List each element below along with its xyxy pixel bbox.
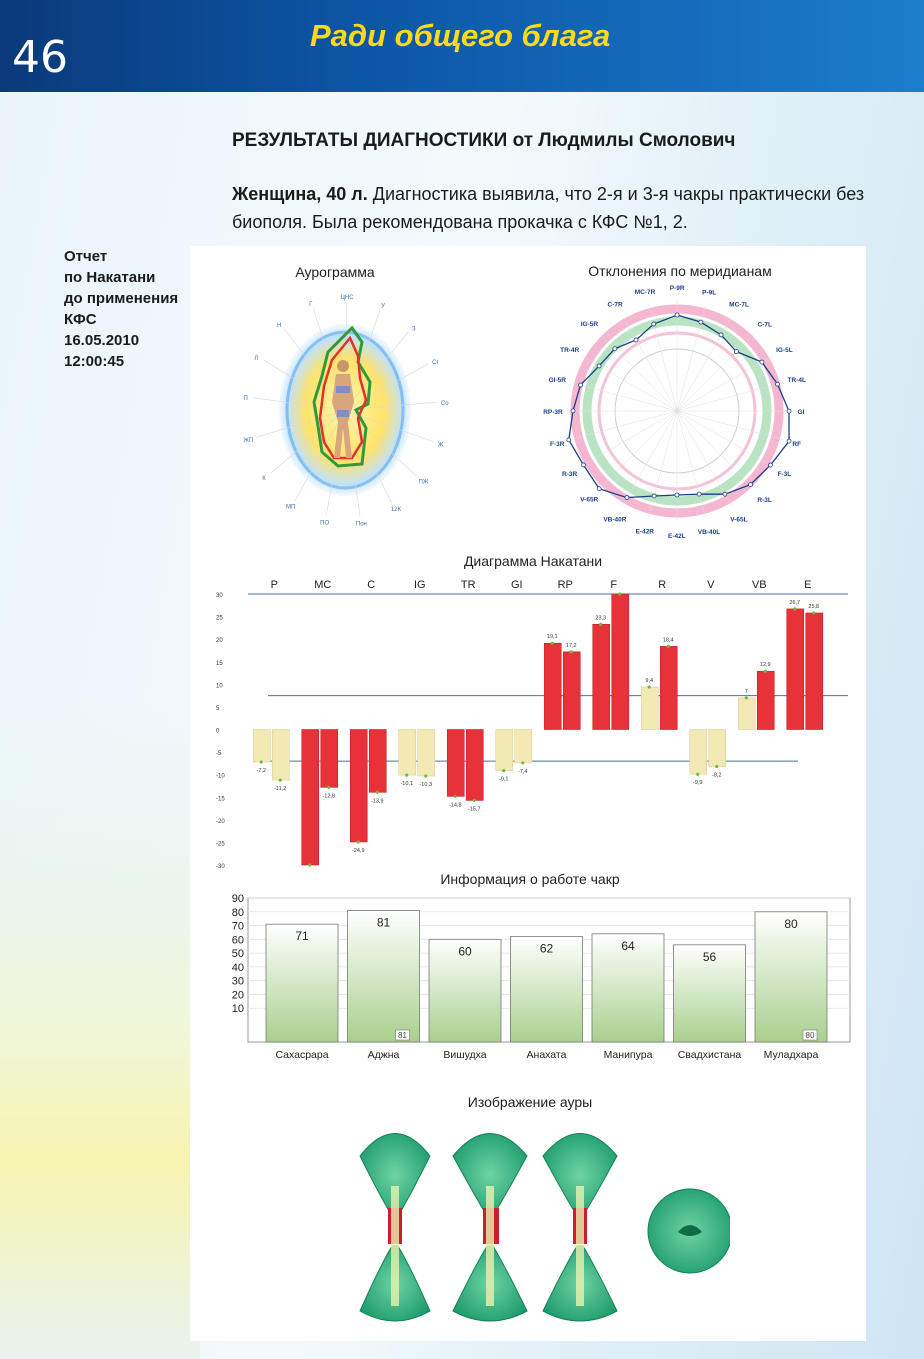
meridian-point (652, 322, 656, 326)
nakatani-value-label: -24,9 (351, 847, 365, 854)
meridian-label: C-7R (607, 301, 623, 309)
nakatani-bar (660, 646, 677, 729)
aurogram-label: Сг (432, 360, 439, 367)
meridian-point (578, 383, 582, 387)
nakatani-bar (272, 730, 289, 781)
meridian-point (597, 487, 601, 491)
aura-figure-back (543, 1134, 617, 1322)
nakatani-bar (563, 652, 580, 730)
nakatani-value-label: 9,4 (645, 678, 654, 685)
nakatani-bar (321, 730, 338, 788)
nakatani-value-label: 18,4 (662, 637, 674, 644)
meridian-point (571, 409, 575, 413)
meridian-label: R-3R (561, 470, 578, 478)
meridian-label: F-3R (549, 440, 565, 448)
nakatani-marker (667, 645, 670, 648)
chakra-category: Вишудха (443, 1049, 487, 1060)
nakatani-value-label: 17,2 (565, 642, 577, 649)
nakatani-ytick: 25 (216, 615, 223, 622)
body-bottom (337, 410, 349, 417)
nakatani-marker (424, 774, 427, 777)
nakatani-marker (454, 795, 457, 798)
meridian-point (760, 360, 764, 364)
nakatani-marker (696, 773, 699, 776)
aurogram-label: П (243, 396, 248, 403)
chakra-category: Анахата (526, 1049, 567, 1060)
note-line: 16.05.2010 (64, 332, 140, 349)
meridian-point (723, 492, 727, 496)
meridian-label: R-3L (757, 496, 772, 504)
chakra-value-label: 64 (621, 938, 635, 953)
meridian-point (697, 492, 701, 496)
nakatani-value-label: -10,1 (400, 781, 414, 788)
meridian-point (652, 494, 656, 498)
note-line: до применения (64, 290, 179, 307)
nakatani-value-label: 7 (744, 688, 748, 695)
chakra-category: Манипура (603, 1049, 653, 1060)
meridian-point (675, 493, 679, 497)
meridians-figure (542, 276, 812, 546)
meridian-point (775, 382, 779, 386)
meridian-label: MC-7R (634, 289, 656, 297)
nakatani-value-label: -9,9 (693, 780, 703, 787)
nakatani-bar (593, 624, 610, 729)
aurogram-label: Со (440, 400, 449, 407)
nakatani-category: VB (751, 579, 767, 591)
chakra-chart (208, 870, 858, 1060)
nakatani-value-label: 26,7 (789, 599, 801, 606)
meridian-point (787, 439, 791, 443)
meridian-label: V-65R (580, 496, 599, 504)
meridian-label: C-7L (757, 321, 772, 329)
nakatani-marker (405, 774, 408, 777)
aurogram-label: 12К (390, 507, 402, 514)
background-glow (0, 700, 200, 1359)
nakatani-bar (418, 730, 435, 777)
meridian-label: P-9L (702, 289, 717, 297)
nakatani-category: R (658, 579, 667, 591)
nakatani-value-label: -13,9 (370, 798, 384, 805)
nakatani-bar (369, 730, 386, 793)
nakatani-bar (690, 730, 707, 775)
nakatani-value-label: -14,8 (448, 802, 462, 809)
nakatani-bar (466, 730, 483, 801)
meridian-label: IG-5R (580, 321, 599, 329)
meridian-point (675, 313, 679, 317)
meridian-label: VB-40R (603, 516, 627, 524)
nakatani-marker (279, 778, 282, 781)
header-title: Ради общего блага (310, 18, 611, 53)
aura-figures (350, 1116, 730, 1326)
aurogram-label: Пон (355, 521, 367, 528)
nakatani-value-label: -10,3 (419, 782, 433, 789)
nakatani-bar (515, 730, 532, 763)
chakra-value-label: 60 (458, 944, 472, 959)
chakra-ytick: 80 (231, 906, 244, 919)
meridian-label: P-9R (669, 285, 685, 293)
nakatani-value-label: 25,8 (808, 603, 820, 610)
meridian-point (613, 347, 617, 351)
meridians-title: Отклонения по меридианам (588, 263, 772, 279)
body-head (337, 360, 349, 372)
nakatani-category: TR (460, 579, 476, 591)
article-intro (232, 180, 872, 236)
chakra-ytick: 60 (231, 934, 244, 947)
nakatani-ytick: 5 (216, 705, 220, 712)
aurogram-figure (230, 282, 460, 544)
chakra-title: Информация о работе чакр (440, 871, 620, 887)
meridian-point (567, 438, 571, 442)
meridian-label: MC-7L (729, 301, 750, 309)
chakra-category: Аджна (367, 1049, 400, 1060)
nakatani-bar (612, 594, 629, 730)
nakatani-title: Диаграмма Накатани (463, 553, 603, 569)
nakatani-marker (812, 611, 815, 614)
nakatani-bar (738, 698, 755, 730)
meridian-point (699, 320, 703, 324)
nakatani-value-label: -9,1 (499, 776, 509, 783)
nakatani-marker (764, 670, 767, 673)
nakatani-marker (376, 791, 379, 794)
nakatani-ytick: 10 (216, 683, 223, 690)
aurogram-label: Г (309, 301, 313, 308)
page-header (0, 0, 924, 92)
nakatani-value-label: 23,3 (595, 615, 607, 622)
meridian-point (625, 496, 629, 500)
meridian-label: E-42R (635, 528, 655, 536)
meridian-label: RF (792, 441, 802, 449)
nakatani-bar (253, 730, 270, 763)
meridian-label: GI (797, 409, 805, 417)
nakatani-marker (327, 786, 330, 789)
report-panel (190, 246, 866, 1341)
nakatani-marker (308, 863, 311, 866)
aurogram-label: У (381, 303, 385, 310)
nakatani-value-label: -12,8 (322, 793, 336, 800)
nakatani-value-label: -11,2 (274, 786, 287, 793)
aurogram-title: Аурограмма (295, 264, 375, 280)
body-top (336, 386, 350, 393)
aurogram-label: К (262, 475, 266, 482)
nakatani-category: MC (314, 579, 332, 591)
nakatani-marker (473, 799, 476, 802)
nakatani-category: P (270, 579, 278, 591)
aurogram-label: ЦНС (340, 295, 354, 302)
nakatani-category: RP (557, 579, 573, 591)
meridian-spoke (677, 411, 772, 466)
chakra-category: Свадхистана (677, 1049, 742, 1060)
nakatani-category: GI (510, 579, 523, 591)
nakatani-category: C (367, 579, 376, 591)
aura-figure-side (453, 1134, 527, 1322)
chakra-category: Сахасрара (275, 1049, 329, 1060)
aurogram-label: Ж (437, 442, 444, 449)
aurogram-label: ПО (320, 520, 330, 527)
meridian-label: RP-3R (543, 408, 563, 416)
chakra-ytick: 50 (231, 948, 244, 961)
nakatani-value-label: 19,1 (546, 634, 558, 641)
aura-figure-front (360, 1134, 430, 1322)
nakatani-bar (806, 613, 823, 730)
meridian-point (581, 463, 585, 467)
chakra-value-label: 80 (784, 916, 798, 931)
chakra-bar (348, 910, 420, 1042)
nakatani-ytick: 20 (216, 638, 223, 645)
nakatani-value-label: -7,4 (518, 768, 528, 775)
nakatani-value-label: -7,2 (256, 768, 266, 775)
nakatani-category: V (707, 579, 715, 591)
nakatani-bar (350, 730, 367, 842)
nakatani-bar (757, 671, 774, 729)
chakra-ytick: 40 (231, 961, 244, 974)
nakatani-bar (641, 687, 658, 729)
meridian-label: VB-40L (697, 528, 721, 536)
nakatani-marker (599, 623, 602, 626)
aurogram-label: Л (254, 356, 259, 363)
meridian-point (787, 409, 791, 413)
chakra-ytick: 10 (231, 1003, 244, 1016)
nakatani-marker (521, 761, 524, 764)
chakra-badge-label: 80 (805, 1031, 815, 1040)
aura-figure-top (648, 1189, 730, 1273)
nakatani-bar (496, 730, 513, 771)
nakatani-category: E (804, 579, 812, 591)
page-number: 46 (12, 32, 68, 83)
aurogram-label: Н (276, 323, 282, 330)
note-line: по Накатани (64, 269, 156, 286)
aurogram-label: З (412, 326, 416, 333)
nakatani-bar (544, 643, 561, 729)
chakra-bar (755, 912, 827, 1042)
chakra-value-label: 81 (376, 915, 391, 930)
nakatani-marker (745, 696, 748, 699)
meridian-point (768, 463, 772, 467)
nakatani-marker (793, 607, 796, 610)
nakatani-category: IG (413, 579, 426, 591)
nakatani-value-label: 12,9 (759, 662, 771, 669)
nakatani-bar (709, 730, 726, 767)
chakra-ytick: 20 (231, 989, 244, 1002)
nakatani-chart (208, 552, 858, 872)
nakatani-ytick: 15 (216, 660, 223, 667)
chakra-value-label: 56 (702, 949, 717, 964)
meridian-label: E-42L (668, 532, 686, 540)
nakatani-marker (502, 769, 505, 772)
chakra-ytick: 90 (231, 893, 244, 905)
nakatani-ytick: -10 (216, 773, 225, 780)
aura-title: Изображение ауры (467, 1094, 593, 1110)
nakatani-ytick: 0 (216, 728, 220, 735)
nakatani-value-label: -8,2 (712, 772, 722, 779)
nakatani-ytick: -5 (216, 751, 222, 758)
chakra-ytick: 30 (231, 975, 244, 988)
chakra-ytick: 70 (231, 920, 244, 933)
intro-text: Диагностика выявила, что 2-я и 3-я чакры практически без биополя. Была рекомендована прокачка с КФС №1, 2. (232, 184, 865, 232)
meridian-point (719, 333, 723, 337)
intro-bold: Женщина, 40 л. (232, 184, 368, 204)
nakatani-bar (302, 730, 319, 866)
nakatani-ytick: 30 (216, 593, 223, 599)
aurogram-label: МП (286, 504, 296, 511)
nakatani-ytick: -25 (216, 841, 225, 848)
chakra-value-label: 62 (539, 941, 554, 956)
nakatani-category: F (610, 579, 618, 591)
note-line: 12:00:45 (64, 353, 125, 370)
nakatani-ytick: -20 (216, 818, 225, 825)
nakatani-ytick: -15 (216, 796, 225, 803)
chakra-value-label: 71 (295, 929, 309, 944)
meridian-spoke (582, 356, 677, 411)
meridian-point (734, 350, 738, 354)
nakatani-bar (787, 609, 804, 730)
nakatani-marker (357, 840, 360, 843)
nakatani-bar (447, 730, 464, 797)
note-line: КФС (64, 311, 97, 328)
chakra-badge-label: 81 (398, 1031, 407, 1040)
note-line: Отчет (64, 248, 108, 265)
nakatani-marker (648, 685, 651, 688)
meridian-spoke (677, 316, 732, 411)
nakatani-marker (260, 760, 263, 763)
meridian-point (597, 364, 601, 368)
meridian-spoke (622, 411, 677, 506)
meridian-label: TR-4R (560, 346, 580, 354)
nakatani-bar (399, 730, 416, 776)
article-title: РЕЗУЛЬТАТЫ ДИАГНОСТИКИ от Людмилы Смолович (232, 130, 736, 151)
meridian-label: V-65L (730, 516, 748, 524)
meridian-label: IG-5L (776, 347, 793, 355)
aurogram-label: ЖП (243, 437, 254, 444)
nakatani-marker (570, 650, 573, 653)
nakatani-marker (551, 642, 554, 645)
meridian-label: F-3L (777, 471, 792, 479)
nakatani-value-label: -15,7 (467, 806, 481, 813)
chakra-category: Муладхара (763, 1049, 819, 1060)
nakatani-marker (715, 765, 718, 768)
meridian-label: GI-5R (548, 376, 566, 384)
meridian-point (748, 483, 752, 487)
nakatani-ytick: -30 (216, 864, 225, 870)
aurogram-label: ПЖ (418, 479, 429, 486)
meridian-label: TR-4L (787, 377, 807, 385)
meridian-point (634, 338, 638, 342)
report-note (64, 246, 194, 372)
nakatani-marker (618, 592, 621, 595)
